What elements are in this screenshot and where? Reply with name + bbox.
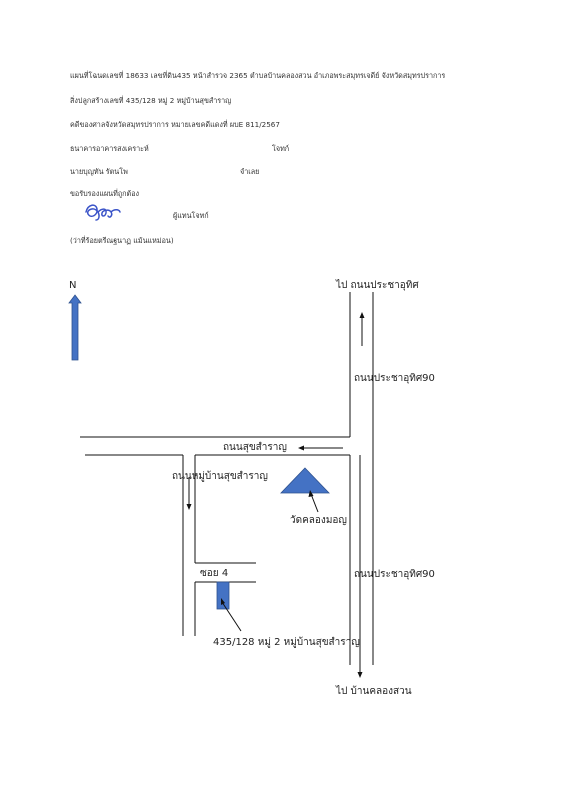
soi-label: ซอย 4 xyxy=(200,568,229,579)
deed-info-line: แผนที่โฉนดเลขที่ 18633 เลขที่ดิน435 หน้าสำรวจ 2365 ตำบลบ้านคลองสวน อำเภอพระสมุทรเจดีย์ จังหวัดสมุทรปราการ xyxy=(70,71,446,80)
arrow-down-icon xyxy=(187,478,192,510)
temple-label: วัดคลองมอญ xyxy=(290,515,347,526)
temple-icon xyxy=(281,468,329,493)
signer-name: (ว่าที่ร้อยตรีณฐนาฏ แม้นแหม่อน) xyxy=(70,236,174,245)
building-info-line: สิ่งปลูกสร้างเลขที่ 435/128 หมู่ 2 หมู่บ้านสุขสำราญ xyxy=(70,96,232,105)
defendant-role: จำเลย xyxy=(240,167,260,176)
arrow-up-icon xyxy=(360,312,365,346)
road-right-lower-label: ถนนประชาอุทิศ90 xyxy=(354,569,435,580)
arrow-left-icon xyxy=(298,446,343,451)
signer-role: ผู้แทนโจทก์ xyxy=(173,211,209,220)
plaintiff-name: ธนาคารอาคารสงเคราะห์ xyxy=(70,144,149,153)
road-main-label: ถนนสุขสำราญ xyxy=(223,442,287,453)
plaintiff-role: โจทก์ xyxy=(272,144,290,153)
to-top-road-label: ไป ถนนประชาอุทิศ xyxy=(336,280,419,291)
north-arrow-icon xyxy=(69,295,81,360)
certify-text: ขอรับรองแผนที่ถูกต้อง xyxy=(70,189,140,198)
property-pointer xyxy=(222,602,241,631)
temple-pointer xyxy=(311,494,318,512)
to-bottom-label: ไป บ้านคลองสวน xyxy=(336,686,412,697)
road-right-upper-label: ถนนประชาอุทิศ90 xyxy=(354,373,435,384)
road-village-label: ถนนหมู่บ้านสุขสำราญ xyxy=(172,471,268,482)
defendant-name: นายบุญทัน รัตนโพ xyxy=(70,167,128,176)
property-label: 435/128 หมู่ 2 หมู่บ้านสุขสำราญ xyxy=(213,637,360,648)
case-info-line: คดีของศาลจังหวัดสมุทรปราการ หมายเลขคดีแดงที่ ผบE 811/2567 xyxy=(70,120,280,129)
property-marker-icon xyxy=(217,582,229,609)
north-label: N xyxy=(69,280,77,291)
